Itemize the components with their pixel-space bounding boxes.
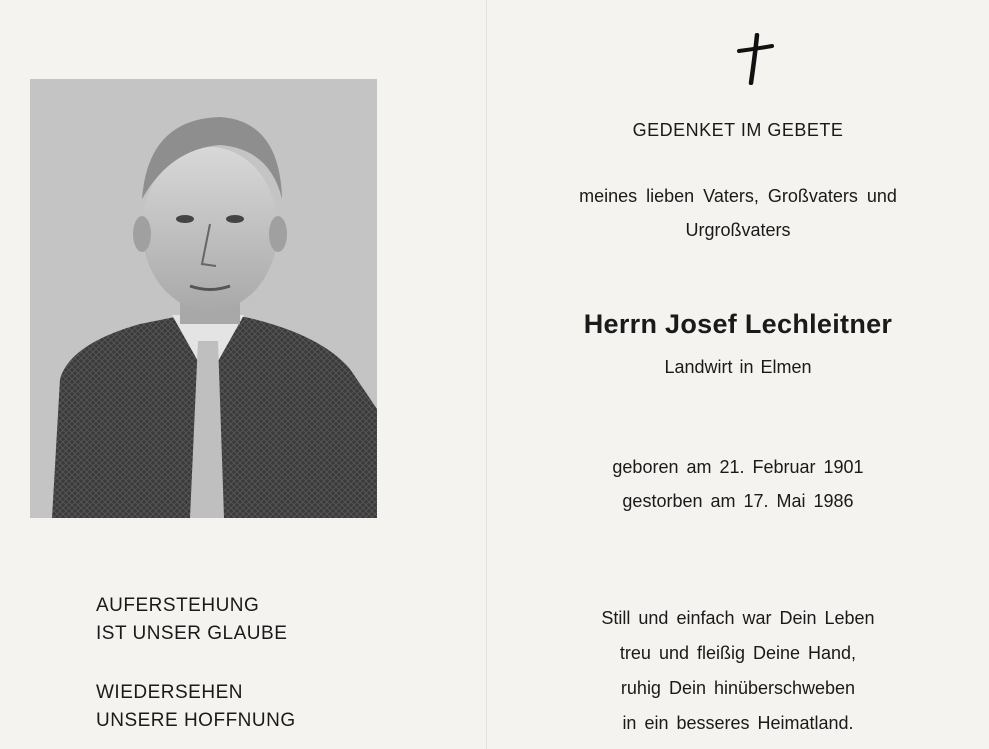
left-panel (0, 0, 486, 749)
intro-line: meines lieben Vaters, Großvaters und (579, 186, 897, 206)
motto-line: AUFERSTEHUNG (96, 595, 260, 616)
motto-line: UNSERE HOFFNUNG (96, 710, 296, 731)
poem-line: treu und fleißig Deine Hand, (619, 643, 857, 663)
prayer-heading: GEDENKET IM GEBETE (632, 120, 844, 140)
deceased-profession: Landwirt in Elmen (664, 357, 812, 377)
poem-line: in ein besseres Heimatland. (622, 713, 854, 733)
portrait-photo (30, 79, 377, 518)
motto-resurrection (96, 592, 287, 648)
poem-line: Still und einfach war Dein Leben (601, 608, 875, 628)
deceased-name: Herrn Josef Lechleitner (583, 309, 893, 339)
intro-line: Urgroßvaters (685, 220, 791, 240)
intro-text (487, 179, 989, 247)
motto-line: IST UNSER GLAUBE (96, 623, 288, 644)
right-panel (487, 0, 989, 749)
motto-reunion (96, 679, 296, 735)
motto-line: WIEDERSEHEN (96, 682, 243, 703)
cross-icon (735, 33, 775, 85)
memorial-poem (487, 601, 989, 741)
life-dates (487, 450, 989, 518)
birth-date: geboren am 21. Februar 1901 (612, 457, 864, 477)
death-date: gestorben am 17. Mai 1986 (622, 491, 854, 511)
poem-line: ruhig Dein hinüberschweben (620, 678, 856, 698)
